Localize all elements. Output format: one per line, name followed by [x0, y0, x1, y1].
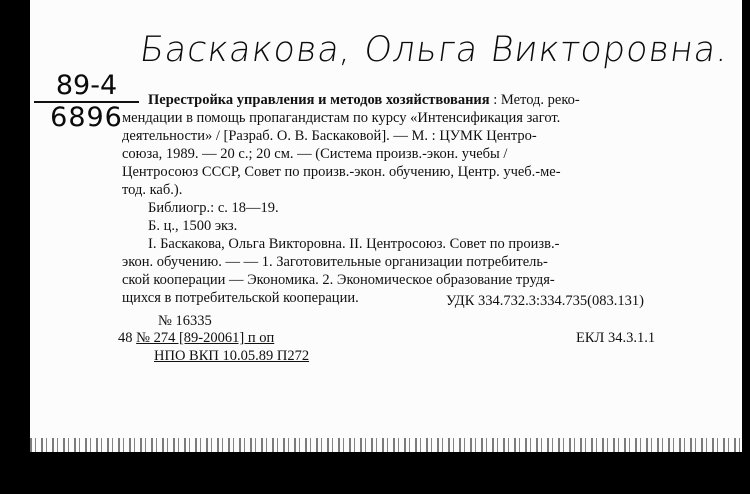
subject-line-4: щихся в потребительской кооперации. [122, 290, 359, 306]
record-number: № 16335 [158, 313, 212, 329]
order-line [118, 330, 274, 347]
printer-line: НПО ВКП 10.05.89 П272 [154, 348, 310, 364]
price-note: Б. ц., 1500 экз. [148, 218, 238, 234]
subject-line-3: ской кооперации — Экономика. 2. Экономическое образование трудя- [122, 272, 555, 288]
shelfmark-bottom: 6896 [50, 102, 123, 133]
scan-edge-bottom [0, 452, 750, 494]
book-title: Перестройка управления и методов хозяйствования [148, 92, 490, 108]
description-line-1-rest: : Метод. реко- [493, 92, 580, 108]
order-line-details: № 274 [89-20061] п оп [136, 330, 275, 346]
scan-edge-left [0, 0, 30, 494]
subject-line-2: экон. обучению. — — 1. Заготовительные организации потребитель- [122, 254, 548, 270]
ekl-code: ЕКЛ 34.3.1.1 [576, 330, 656, 346]
description-line-3: деятельности» / [Разраб. О. В. Баскаковой]. — М. : ЦУМК Центро- [122, 128, 537, 144]
scan-edge-right [742, 0, 750, 494]
description-line-1 [148, 92, 580, 109]
handwritten-author-name: Баскакова, Ольга Викторовна. [137, 30, 732, 70]
order-line-prefix: 48 [118, 330, 133, 346]
shelfmark-top: 89-4 [34, 72, 139, 103]
description-line-2: мендации в помощь пропагандистам по курсу «Интенсификация загот. [122, 110, 561, 126]
udk-code: УДК 334.732.3:334.735(083.131) [446, 293, 644, 309]
bibliography-note: Библиогр.: с. 18—19. [148, 200, 279, 216]
subject-line-1: I. Баскакова, Ольга Викторовна. II. Центросоюз. Совет по произв.- [148, 236, 560, 252]
description-line-4: союза, 1989. — 20 с.; 20 см. — (Система произв.-экон. учебы / [122, 146, 508, 162]
description-line-6: тод. каб.). [122, 182, 183, 198]
description-line-5: Центросоюз СССР, Совет по произв.-экон. обучению, Центр. учеб.-ме- [122, 164, 561, 180]
